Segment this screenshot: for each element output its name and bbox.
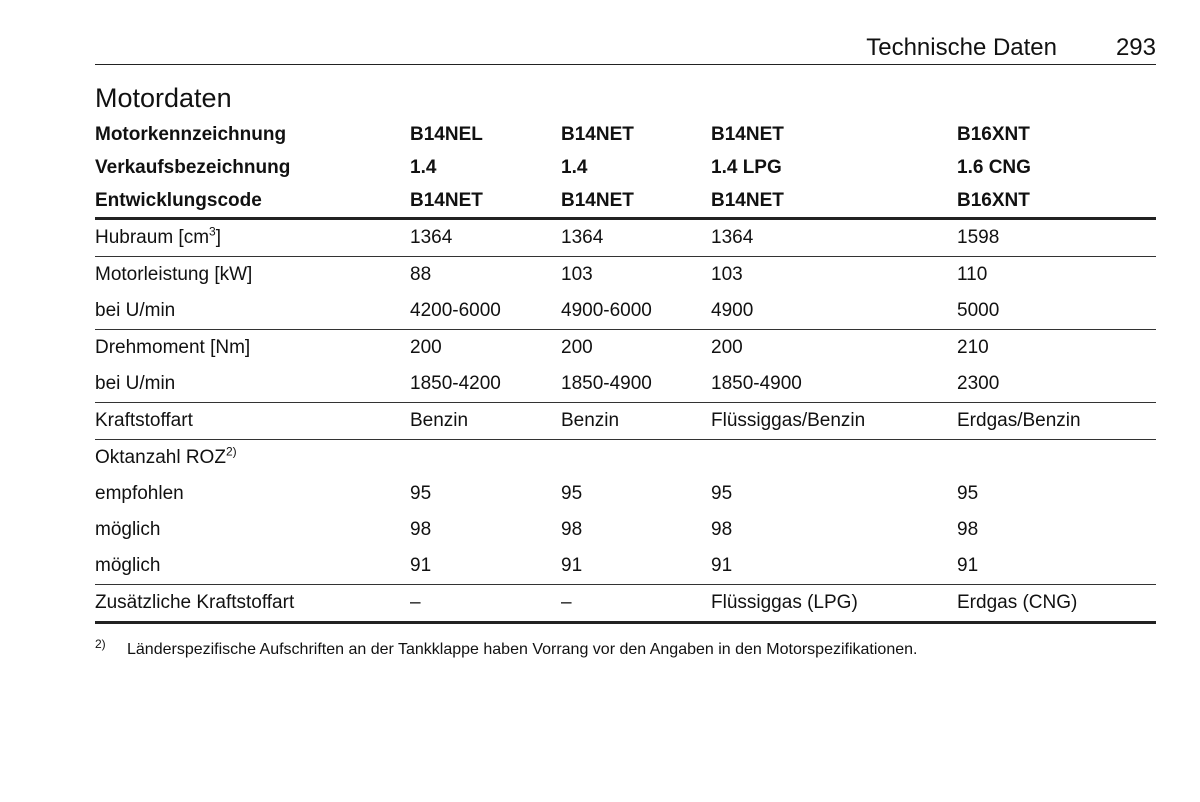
row-label: Drehmoment [Nm] — [95, 337, 251, 358]
cell: 200 — [711, 337, 743, 358]
table-row-fuel-type — [95, 403, 1156, 440]
cell: – — [561, 585, 711, 623]
cell: 1850-4900 — [561, 366, 711, 403]
cell: 91 — [410, 548, 561, 585]
cell: 200 — [410, 337, 442, 358]
cell: 95 — [410, 483, 432, 504]
cell: Erdgas (CNG) — [957, 585, 1156, 623]
cell: B14NET — [561, 184, 711, 219]
cell: 1850-4200 — [410, 366, 561, 403]
table-row-additional-fuel — [95, 585, 1156, 623]
cell: 4900 — [711, 293, 957, 330]
cell: 1364 — [561, 219, 711, 257]
table-row-power-rpm — [95, 293, 1156, 330]
row-label: bei U/min — [95, 366, 410, 403]
row-label: Verkaufsbezeichnung — [95, 156, 291, 178]
cell: 98 — [711, 519, 733, 540]
table-row-torque — [95, 330, 1156, 367]
row-label: Zusätzliche Kraftstoffart — [95, 585, 410, 623]
cell: 98 — [410, 519, 432, 540]
cell: Benzin — [561, 403, 711, 440]
cell: 4200-6000 — [410, 293, 561, 330]
cell: 1.6 CNG — [957, 156, 1031, 178]
page-number: 293 — [1115, 34, 1156, 61]
cell: B14NEL — [410, 123, 483, 145]
table-row-displacement — [95, 219, 1156, 257]
cell: 91 — [957, 548, 1156, 585]
row-label: Motorleistung [kW] — [95, 264, 253, 285]
cell: B14NET — [711, 123, 784, 145]
section-title: Motordaten — [95, 83, 232, 113]
row-label: Entwicklungscode — [95, 184, 410, 219]
cell: 1364 — [711, 219, 957, 257]
cell: 5000 — [957, 293, 1156, 330]
header-row-development-code — [95, 184, 1156, 219]
table-row-octane-possible — [95, 512, 1156, 548]
cell: B14NET — [711, 184, 957, 219]
cell: 1.4 — [410, 156, 437, 178]
row-label: Kraftstoffart — [95, 403, 410, 440]
cell: 1.4 LPG — [711, 156, 782, 178]
header-row-sales-name — [95, 151, 1156, 184]
cell: 91 — [711, 548, 957, 585]
cell: 4900-6000 — [561, 293, 711, 330]
cell: – — [410, 585, 561, 623]
table-row-octane-possible-low — [95, 548, 1156, 585]
cell: 103 — [561, 264, 593, 285]
cell: 95 — [957, 483, 979, 504]
header-row-engine-code — [95, 118, 1156, 151]
cell: 95 — [711, 483, 733, 504]
cell: B16XNT — [957, 123, 1030, 145]
cell: Flüssiggas (LPG) — [711, 585, 957, 623]
table-row-octane-heading — [95, 440, 1156, 477]
row-label: bei U/min — [95, 293, 410, 330]
cell: B14NET — [561, 123, 634, 145]
row-label: Hubraum $[cm^3]$ — [95, 219, 410, 257]
cell — [711, 440, 957, 477]
cell: 88 — [410, 264, 432, 285]
cell: 1850-4900 — [711, 366, 957, 403]
engine-data-table — [95, 118, 1156, 624]
row-label: möglich — [95, 519, 161, 540]
cell: 110 — [957, 264, 988, 285]
row-label: Oktanzahl ROZ$^{2)}$ — [95, 444, 237, 468]
cell: 2300 — [957, 366, 1156, 403]
cell: B16XNT — [957, 184, 1156, 219]
page-header — [95, 34, 1156, 65]
header-section-title: Technische Daten — [866, 34, 1057, 61]
row-label: empfohlen — [95, 483, 184, 504]
cell: 210 — [957, 337, 989, 358]
table-row-torque-rpm — [95, 366, 1156, 403]
cell: 1.4 — [561, 156, 588, 178]
cell: Flüssiggas/Benzin — [711, 403, 957, 440]
cell: 200 — [561, 337, 593, 358]
cell: Benzin — [410, 403, 561, 440]
row-label: Motorkennzeichnung — [95, 123, 287, 145]
cell — [957, 440, 1156, 477]
cell: B14NET — [410, 184, 561, 219]
cell — [561, 440, 711, 477]
cell: 98 — [957, 519, 979, 540]
cell: 1364 — [410, 219, 561, 257]
cell: 98 — [561, 519, 583, 540]
footnote-text: Länderspezifische Aufschriften an der Tankklappe haben Vorrang vor den Angaben in den Motorspezifikationen. — [127, 641, 918, 658]
cell: Erdgas/Benzin — [957, 403, 1156, 440]
cell: 103 — [711, 264, 743, 285]
cell: 91 — [561, 548, 711, 585]
cell: 1598 — [957, 219, 1156, 257]
footnote: 2) Länderspezifische Aufschriften an der Tankklappe haben Vorrang vor den Angaben in den Motorspezifikationen. — [95, 636, 918, 658]
cell — [410, 440, 561, 477]
cell: 95 — [561, 483, 583, 504]
table-row-octane-recommended — [95, 476, 1156, 512]
table-row-power — [95, 257, 1156, 294]
row-label: möglich — [95, 548, 410, 585]
